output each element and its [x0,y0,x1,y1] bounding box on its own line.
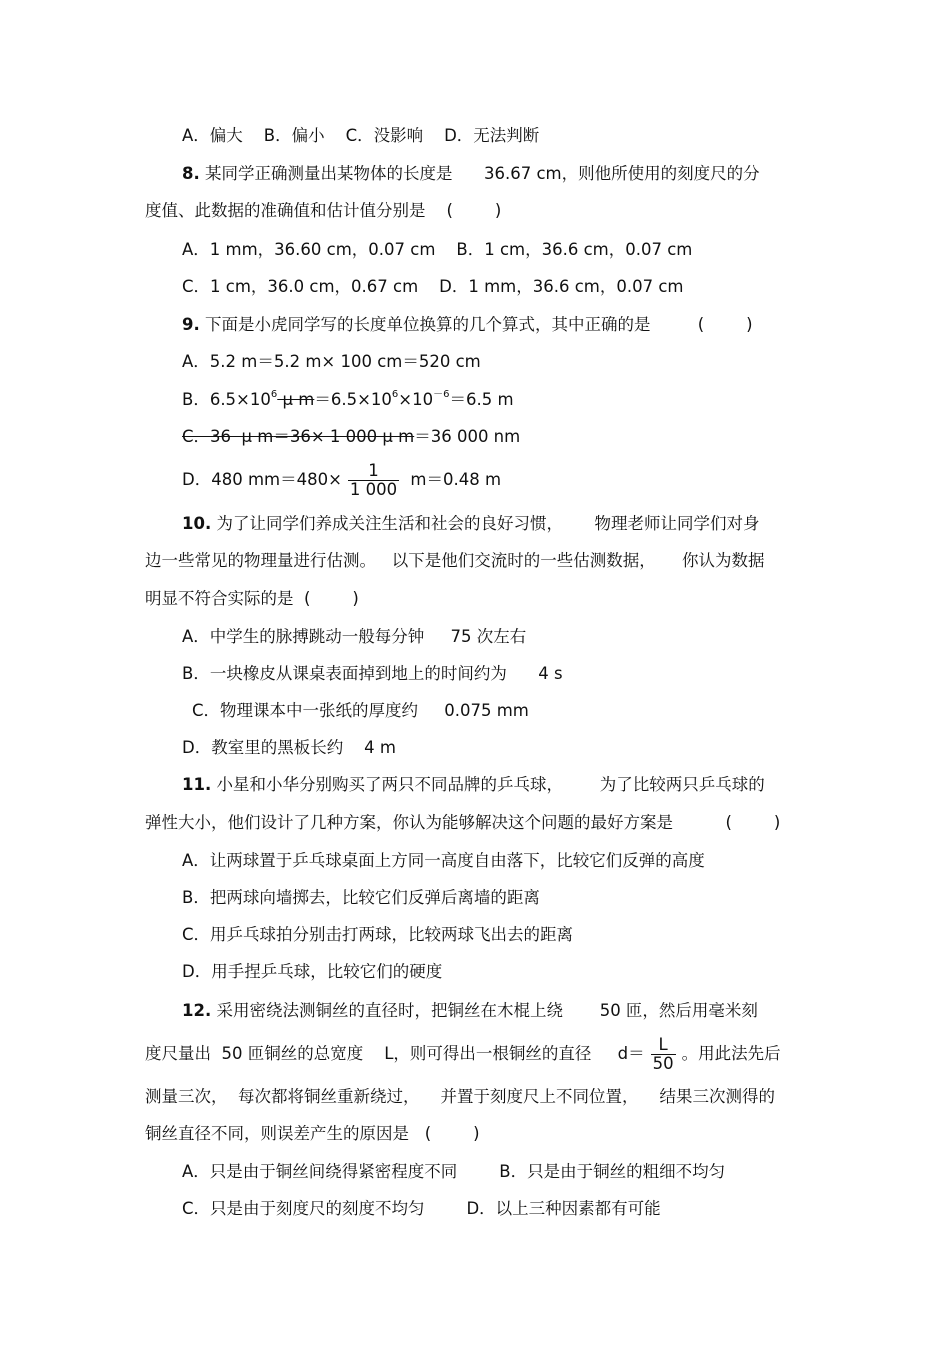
q9-d-fraction [348,462,399,499]
q9-option-a: A．5.2 m＝5.2 m× 100 cm＝520 cm [182,352,481,371]
q10-option-d: D．教室里的黑板长约 4 m [182,738,397,757]
q9-b-part2: ＝6.5×10 [314,390,392,409]
q8-number: 8. [182,164,200,183]
q12-options-ab: A．只是由于铜丝间绕得紧密程度不同 B．只是由于铜丝的粗细不均匀 [182,1162,726,1181]
q9-b-exp2: 6 [391,389,399,400]
q9-stem [182,313,753,337]
q10-option-c: C．物理课本中一张纸的厚度约 0.075 mm [192,701,529,720]
q11-option-b: B．把两球向墙掷去，比较它们反弹后离墙的距离 [182,888,540,907]
q10-option-b: B．一块橡皮从课桌表面掉到地上的时间约为 4 s [182,664,563,683]
q9-b-part4: ＝6.5 m [449,390,514,409]
q9-option-c [182,425,520,449]
q11-option-a: A．让两球置于乒乓球桌面上方同一高度自由落下，比较它们反弹的高度 [182,851,705,870]
q9-c-part2: ＝36× 1 000 μ m [273,427,415,446]
q8-stem-text: 某同学正确测量出某物体的长度是 36.67 cm，则他所使用的刻度尺的分 [199,164,760,183]
q12-numerator: L [651,1036,676,1055]
q12-fraction [651,1036,676,1073]
q8-stem-line1 [182,162,760,186]
q10-stem-line2: 边一些常见的物理量进行估测。 以下是他们交流时的一些估测数据， 你认为数据 [145,551,765,570]
q11-stem-line2: 弹性大小，他们设计了几种方案，你认为能够解决这个问题的最好方案是 ( ) [145,813,781,832]
q9-b-exp1: 6 [270,389,278,400]
q9-stem-text: 下面是小虎同学写的长度单位换算的几个算式，其中正确的是 ( ) [199,315,753,334]
q8-options-cd: C．1 cm，36.0 cm，0.67 cm D．1 mm，36.6 cm，0.07 cm [182,277,684,296]
q10-stem-line1 [182,512,759,536]
q10-number: 10. [182,514,212,533]
q12-stem-line1 [182,999,758,1023]
q9-number: 9. [182,315,200,334]
q12-stem-line4: 铜丝直径不同，则误差产生的原因是 ( ) [145,1124,480,1143]
q11-option-d: D．用手捏乒乓球，比较它们的硬度 [182,962,443,981]
q12-number: 12. [182,1001,212,1020]
q9-option-d [182,458,501,502]
q9-b-part1: B．6.5×10 [182,390,271,409]
q9-b-unit: μ m [277,390,315,409]
q12-stem-text: 采用密绕法测铜丝的直径时，把铜丝在木棍上绕 50 匝，然后用毫米刻 [211,1001,758,1020]
q9-option-b [182,388,514,415]
q11-option-c: C．用乒乓球拍分别击打两球，比较两球飞出去的距离 [182,925,574,944]
q12-stem-line2 [145,1032,781,1076]
q7-options: A．偏大 B．偏小 C．没影响 D．无法判断 [182,126,540,145]
q9-d-denominator: 1 000 [349,480,398,499]
q10-stem-text: 为了让同学们养成关注生活和社会的良好习惯， 物理老师让同学们对身 [211,514,760,533]
q11-number: 11. [182,775,212,794]
q9-d-part2: m＝0.48 m [405,470,502,489]
q10-option-a: A．中学生的脉搏跳动一般每分钟 75 次左右 [182,627,527,646]
q11-stem-line1 [182,773,765,797]
q12-stem-line3: 测量三次， 每次都将铜丝重新绕过， 并置于刻度尺上不同位置， 结果三次测得的 [145,1087,775,1106]
q9-c-part3: ＝36 000 nm [414,427,521,446]
q12-options-cd: C．只是由于刻度尺的刻度不均匀 D．以上三种因素都有可能 [182,1199,661,1218]
q11-stem-text: 小星和小华分别购买了两只不同品牌的乒乓球， 为了比较两只乒乓球的 [211,775,765,794]
q10-stem-line3: 明显不符合实际的是 ( ) [145,589,359,608]
q8-stem-line2: 度值、此数据的准确值和估计值分别是 ( ) [145,201,502,220]
q9-d-numerator: 1 [348,462,399,481]
q8-options-ab: A．1 mm，36.60 cm，0.07 cm B．1 cm，36.6 cm，0.07 cm [182,240,693,259]
q12-line2-text: 度尺量出 50 匝铜丝的总宽度 L，则可得出一根铜丝的直径 d＝ [145,1044,645,1063]
q9-b-exp3: －6 [433,389,450,400]
q9-d-part1: D．480 mm＝480× [182,470,342,489]
q12-denominator: 50 [652,1054,674,1073]
q9-c-part1: C．36 μ m [182,427,274,446]
q9-b-part3: ×10 [398,390,434,409]
q12-line2-end: 。用此法先后 [681,1044,781,1063]
